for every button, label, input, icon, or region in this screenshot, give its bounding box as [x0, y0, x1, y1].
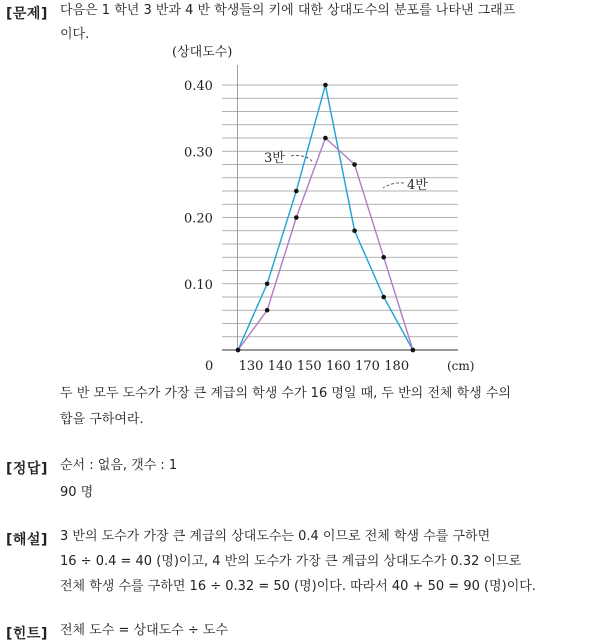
y-tick-label: 0.40: [184, 79, 213, 94]
problem-text-line2: 이다.: [60, 27, 90, 42]
answer-line2: 90 명: [60, 485, 94, 500]
question-line1: 두 반 모두 도수가 가장 큰 계급의 학생 수가 16 명일 때, 두 반의 전체 학생 수의: [60, 386, 511, 401]
x-tick-label: 180: [384, 359, 410, 374]
explanation-line1: 3 반의 도수가 가장 큰 계급의 상대도수는 0.4 이므로 전체 학생 수를 구하면: [60, 529, 491, 544]
data-point: [352, 162, 357, 167]
data-point: [381, 295, 386, 300]
data-point: [352, 228, 357, 233]
data-point: [294, 215, 299, 220]
explanation-label: [해설]: [6, 532, 48, 548]
x-tick-label: 170: [355, 359, 380, 374]
series-label-4ban: 4반: [407, 178, 428, 193]
x-tick-label: 130: [238, 359, 264, 374]
answer-line1: 순서 : 없음, 갯수 : 1: [60, 458, 178, 473]
data-point: [236, 348, 241, 353]
y-axis-label: (상대도수): [172, 45, 233, 60]
series-label-3ban: 3반: [264, 151, 285, 166]
hint-line1: 전체 도수 = 상대도수 ÷ 도수: [60, 623, 229, 638]
x-tick-label: 160: [326, 359, 351, 374]
hint-label: [힌트]: [6, 626, 48, 642]
data-point: [294, 189, 299, 194]
data-point: [265, 281, 270, 286]
series-leader-3ban: [291, 156, 312, 161]
x-origin-label: 0: [205, 359, 214, 374]
series-leader-4ban: [383, 183, 404, 188]
data-point: [381, 255, 386, 260]
relative-frequency-polygon-chart: [0, 40, 591, 420]
x-tick-label: 140: [267, 359, 293, 374]
x-unit-label: (cm): [447, 359, 475, 373]
question-line2: 합을 구하여라.: [60, 412, 144, 427]
answer-label: [정답]: [6, 461, 48, 477]
data-point: [265, 308, 270, 313]
y-tick-label: 0.20: [184, 211, 213, 227]
problem-label: [문제]: [6, 6, 48, 22]
x-tick-label: 150: [296, 359, 322, 374]
data-point: [323, 136, 328, 141]
data-point: [411, 348, 416, 353]
explanation-line3: 전체 학생 수를 구하면 16 ÷ 0.32 = 50 (명)이다. 따라서 40 + 50 = 90 (명)이다.: [60, 579, 536, 594]
y-tick-label: 0.10: [184, 277, 213, 293]
y-tick-label: 0.30: [184, 145, 213, 161]
problem-text-line1: 다음은 1 학년 3 반과 4 반 학생들의 키에 대한 상대도수의 분포를 나타낸 그래프: [60, 3, 516, 18]
explanation-line2: 16 ÷ 0.4 = 40 (명)이고, 4 반의 도수가 가장 큰 계급의 상대도수가 0.32 이므로: [60, 554, 522, 569]
data-point: [323, 83, 328, 88]
